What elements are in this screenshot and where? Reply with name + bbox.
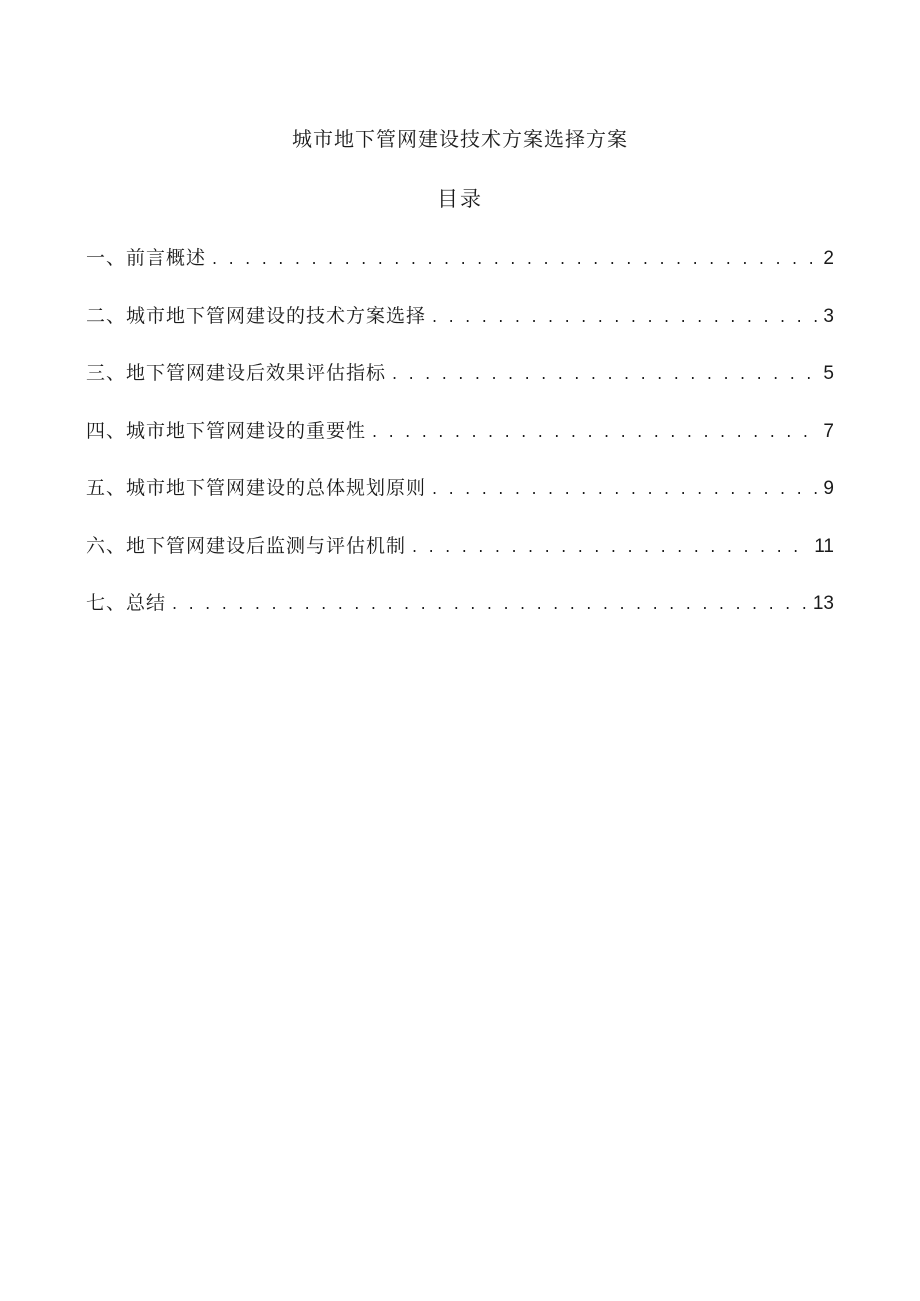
toc-entry-5[interactable] — [86, 473, 834, 531]
toc-entry-4[interactable] — [86, 416, 834, 474]
toc-entry-page-number: 11 — [814, 535, 834, 557]
toc-entry-page-number: 5 — [823, 363, 834, 384]
toc-entry-label: 二、城市地下管网建设的技术方案选择 — [86, 304, 427, 327]
toc-dot-leader — [372, 417, 817, 447]
toc-dot-leader — [212, 244, 817, 274]
toc-entry-page-number: 13 — [812, 593, 834, 614]
toc-dot-leader — [432, 474, 817, 504]
toc-entry-label: 三、地下管网建设后效果评估指标 — [86, 362, 387, 384]
toc-entry-6[interactable] — [86, 531, 834, 589]
toc-entry-label: 五、城市地下管网建设的总体规划原则 — [86, 477, 427, 499]
table-of-contents — [86, 243, 834, 646]
toc-entry-label: 四、城市地下管网建设的重要性 — [86, 419, 367, 442]
toc-entry-label: 七、总结 — [86, 592, 167, 614]
toc-entry-page-number: 2 — [823, 248, 834, 269]
toc-entry-label: 六、地下管网建设后监测与评估机制 — [86, 534, 407, 557]
toc-entry-3[interactable] — [86, 358, 834, 416]
toc-entry-2[interactable] — [86, 301, 834, 359]
toc-entry-page-number: 3 — [823, 305, 834, 327]
toc-entry-7[interactable] — [86, 588, 834, 646]
toc-entry-page-number: 7 — [823, 420, 834, 442]
toc-heading: 目录 — [437, 187, 483, 211]
document-title: 城市地下管网建设技术方案选择方案 — [292, 127, 628, 151]
toc-dot-leader — [412, 532, 808, 562]
toc-entry-1[interactable] — [86, 243, 834, 301]
toc-dot-leader — [432, 302, 817, 332]
toc-dot-leader — [172, 589, 807, 619]
toc-dot-leader — [392, 359, 817, 389]
toc-entry-label: 一、前言概述 — [86, 247, 207, 269]
toc-entry-page-number: 9 — [823, 478, 834, 499]
